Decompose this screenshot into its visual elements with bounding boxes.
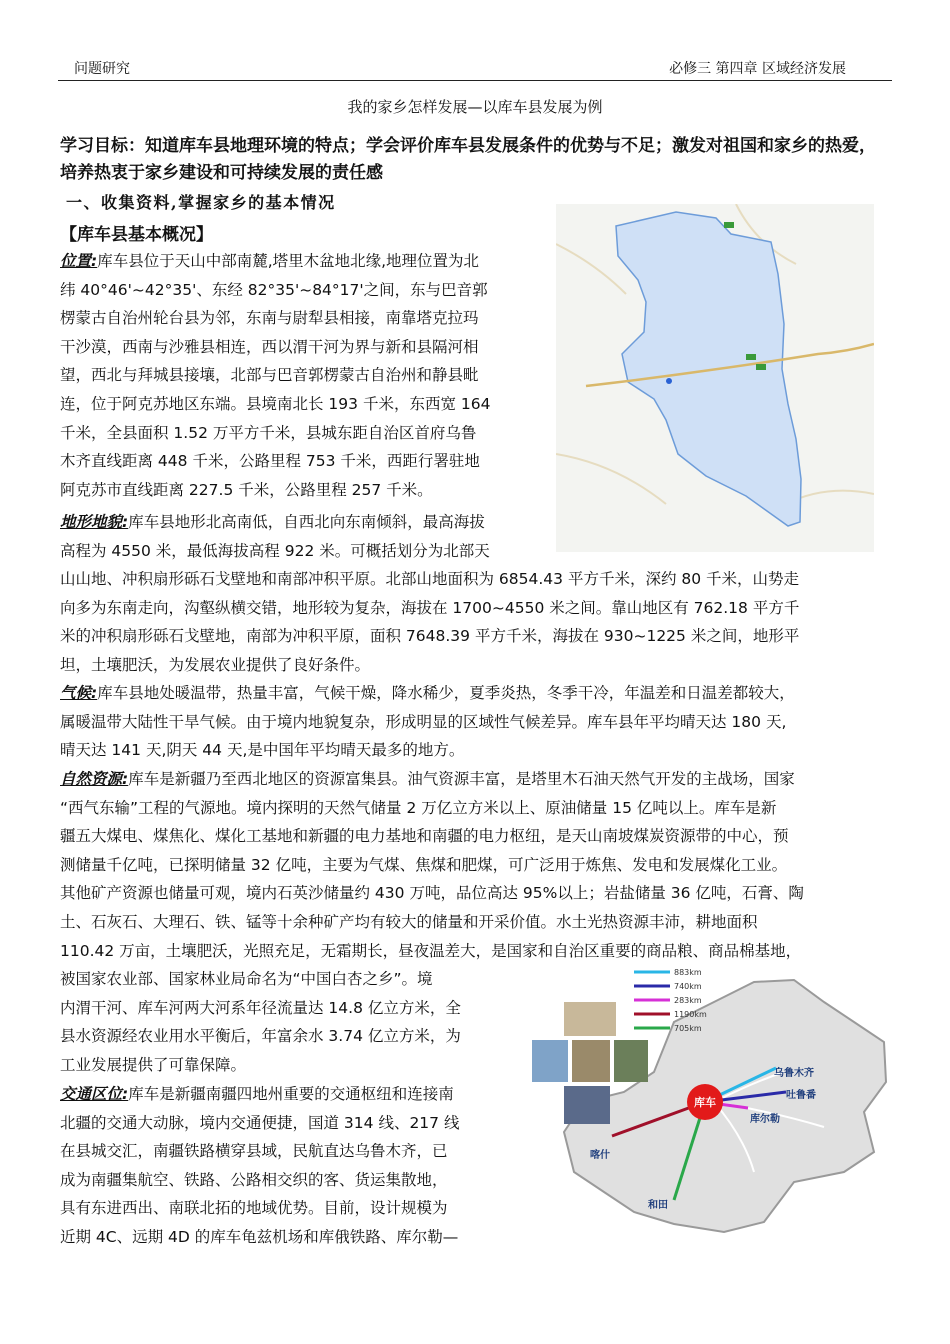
county-seat-marker [666, 378, 672, 384]
legend-label: 1190km [674, 1010, 707, 1019]
header-left: 问题研究 [74, 61, 130, 77]
location-paragraph: 位置:库车县位于天山中部南麓,塔里木盆地北缘,地理位置为北 纬 40°46'~42°35'、东经 82°35'~84°17'之间，东与巴音郭 楞蒙古自治州轮台县为邻，东南与尉犁县相接，南靠塔克拉玛 干沙漠，西南与沙雅县相连，西以渭干河为界与新和县隔河相 望，西北与拜城县接壤，北部与巴音郭楞蒙古自治州和静县毗 连，位于阿克苏地区东端。县境南北长 193 千米，东西宽 164 千米，全县面积 1.52 万平方千米，县城东距自治区首府乌鲁 木齐直线距离 448 千米，公路里程 753 千米，西距行署驻地 阿克苏市直线距离 227.5 千米，公路里程 257 千米。 [60, 252, 491, 499]
learning-goal: 学习目标：知道库车县地理环境的特点；学会评价库车县发展条件的优势与不足；激发对祖国和家乡的热爱，培养热衷于家乡建设和可持续发展的责任感 [60, 136, 876, 183]
transport-paragraph: 交通区位:库车是新疆南疆四地州重要的交通枢纽和连接南 北疆的交通大动脉，境内交通便捷，国道 314 线、217 线 在县城交汇，南疆铁路横穿县域，民航直达乌鲁木齐，已 成为南疆集航空、铁路、公路相交织的客、货运集散地， 具有东进西出、南联北拓的地域优势。目前，设计规模为 近期 4C、远期 4D 的库车龟兹机场和库俄铁路、库尔勒— [60, 1085, 460, 1246]
resources-paragraph: 自然资源:库车是新疆乃至西北地区的资源富集县。油气资源丰富，是塔里木石油天然气开发的主战场，国家 “西气东输”工程的气源地。境内探明的天然气储量 2 万亿立方米以上、原油储量 15 亿吨以上。库车是新 疆五大煤电、煤焦化、煤化工基地和新疆的电力基地和南疆的电力枢纽，是天山南坡煤炭资源带的中心，预 测储量千亿吨，已探明储量 32 亿吨，主要为气煤、焦煤和肥煤，可广泛用于炼焦、发电和发展煤化工业。 其他矿产资源也储量可观，境内石英沙储量约 430 万吨，品位高达 95%以上；岩盐储量 36 亿吨，石膏、陶 土、石灰石、大理石、铁、锰等十余种矿产均有较大的储量和开采价值。水土光热资源丰沛，耕地面积 110.42 万亩，土壤肥沃，光照充足，无霜期长，昼夜温差大，是国家和自治区重要的商品粮、商品棉基地， 被国家农业部、国家林业局命名为“中国白杏之乡”。境 内渭干河、库车河两大河系年径流量达 14.8 亿立方米，全 县水资源经农业用水平衡后，年富余水 3.74 亿立方米，为 工业发展提供了可靠保障。 [60, 770, 804, 1074]
transport-label: 交通区位: [60, 1085, 129, 1103]
road-sign-icon [724, 222, 734, 228]
city-label: 乌鲁木齐 [774, 1068, 814, 1079]
center-label: 库车 [694, 1096, 716, 1109]
legend-label: 740km [674, 982, 702, 991]
terrain-paragraph: 地形地貌:库车县地形北高南低，自西北向东南倾斜，最高海拔 高程为 4550 米，最低海拔高程 922 米。可概括划分为北部天 山山地、冲积扇形砾石戈壁地和南部冲积平原。北部山地面积为 6854.43 平方千米，深约 80 千米，山势走 向多为东南走向，沟壑纵横交错，地形较为复杂，海拔在 1700~4550 米之间。靠山地区有 762.18 平方千 米的冲积扇形砾石戈壁地，南部为冲积平原，面积 7648.39 平方千米，海拔在 930~1225 米之间，地形平 坦，土壤肥沃，为发展农业提供了良好条件。 [60, 513, 800, 674]
header-right: 必修三 第四章 区域经济发展 [669, 61, 846, 77]
legend-label: 883km [674, 968, 702, 977]
basic-overview-heading: 【库车县基本概况】 [60, 225, 213, 245]
legend-label: 283km [674, 996, 702, 1005]
page-header [58, 56, 892, 81]
road-sign-icon [746, 354, 756, 360]
city-label: 库尔勒 [750, 1114, 780, 1125]
doc-title: 我的家乡怎样发展—以库车县发展为例 [347, 98, 603, 116]
climate-label: 气候: [60, 684, 98, 702]
legend-label: 705km [674, 1024, 702, 1033]
city-label: 吐鲁番 [786, 1090, 816, 1101]
section-heading: 一、收集资料,掌握家乡的基本情况 [66, 193, 336, 212]
terrain-label: 地形地貌: [60, 513, 129, 531]
county-map [556, 204, 874, 552]
location-label: 位置: [60, 252, 98, 270]
climate-paragraph: 气候:库车县地处暖温带，热量丰富，气候干燥，降水稀少，夏季炎热，冬季干冷，年温差和日温差都较大， 属暖温带大陆性干旱气候。由于境内地貌复杂，形成明显的区域性气候差异。库车县年平均晴天达 180 天, 晴天达 141 天,阴天 44 天,是中国年平均晴天最多的地方。 [60, 684, 795, 760]
road-sign-icon [756, 364, 766, 370]
city-label: 和田 [648, 1200, 668, 1211]
city-label: 喀什 [590, 1150, 610, 1161]
resources-label: 自然资源: [60, 770, 129, 788]
